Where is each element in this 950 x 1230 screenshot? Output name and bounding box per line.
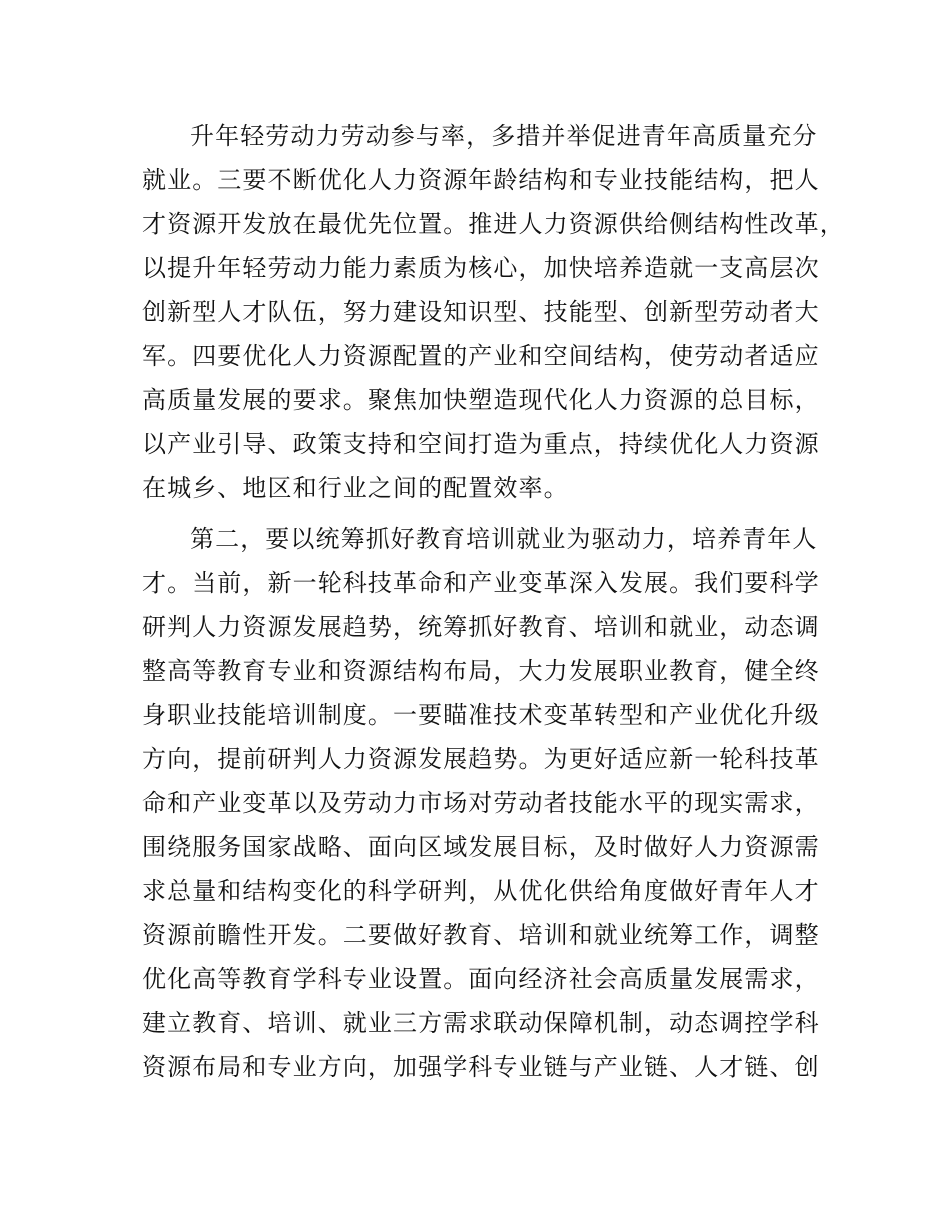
text-line: 研判人力资源发展趋势，统筹抓好教育、培训和就业，动态调 [142, 613, 820, 641]
text-line: 第二，要以统筹抓好教育培训就业为驱动力，培养青年人 [190, 525, 818, 553]
text-line: 创新型人才队伍，努力建设知识型、技能型、创新型劳动者大 [142, 298, 820, 326]
text-line: 身职业技能培训制度。一要瞄准技术变革转型和产业优化升级 [142, 701, 820, 729]
text-line: 才资源开发放在最优先位置。推进人力资源供给侧结构性改革， [142, 210, 845, 238]
text-line: 以产业引导、政策支持和空间打造为重点，持续优化人力资源 [142, 430, 820, 458]
text-line: 命和产业变革以及劳动力市场对劳动者技能水平的现实需求， [142, 789, 820, 817]
text-line: 高质量发展的要求。聚焦加快塑造现代化人力资源的总目标， [142, 386, 820, 414]
text-line: 以提升年轻劳动力能力素质为核心，加快培养造就一支高层次 [142, 254, 820, 282]
text-line: 整高等教育专业和资源结构布局，大力发展职业教育，健全终 [142, 657, 820, 685]
text-line: 围绕服务国家战略、面向区域发展目标，及时做好人力资源需 [142, 833, 820, 861]
text-line: 资源前瞻性开发。二要做好教育、培训和就业统筹工作，调整 [142, 921, 820, 949]
text-line: 建立教育、培训、就业三方需求联动保障机制，动态调控学科 [142, 1009, 820, 1037]
text-line: 升年轻劳动力劳动参与率，多措并举促进青年高质量充分 [190, 122, 818, 150]
text-line: 资源布局和专业方向，加强学科专业链与产业链、人才链、创 [142, 1053, 820, 1081]
text-line: 优化高等教育学科专业设置。面向经济社会高质量发展需求， [142, 965, 820, 993]
text-line: 方向，提前研判人力资源发展趋势。为更好适应新一轮科技革 [142, 745, 820, 773]
text-line: 军。四要优化人力资源配置的产业和空间结构，使劳动者适应 [142, 342, 820, 370]
text-line: 就业。三要不断优化人力资源年龄结构和专业技能结构，把人 [142, 166, 820, 194]
text-line: 在城乡、地区和行业之间的配置效率。 [142, 474, 569, 502]
text-line: 才。当前，新一轮科技革命和产业变革深入发展。我们要科学 [142, 569, 820, 597]
text-line: 求总量和结构变化的科学研判，从优化供给角度做好青年人才 [142, 877, 820, 905]
